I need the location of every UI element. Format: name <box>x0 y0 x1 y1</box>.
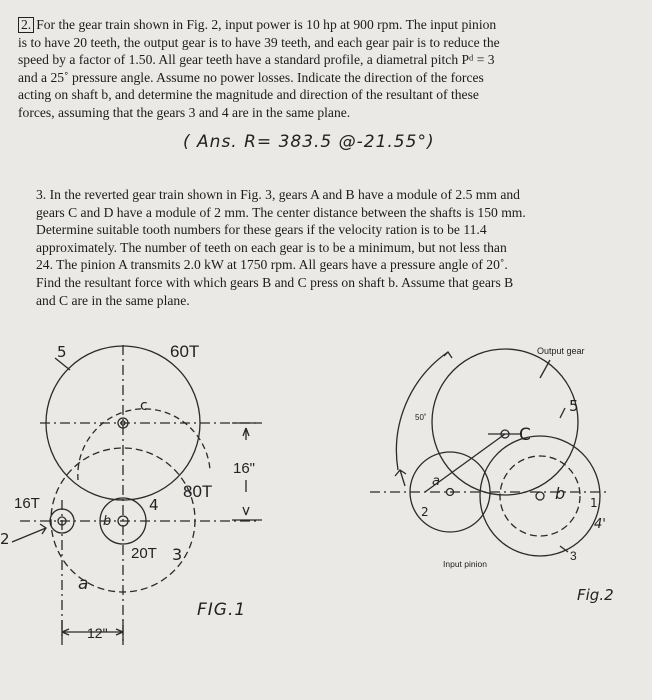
fig2-label-1: 1 <box>590 496 598 510</box>
fig1-label-2: 2 <box>0 530 10 548</box>
problem-2-line-3: speed by a factor of 1.50. All gear teeth have a standard profile, a diametral pitch Pᵈ = 3 <box>18 52 495 68</box>
gear-5-fig2-leader <box>560 408 565 418</box>
problem-3-line-1: 3. In the reverted gear train shown in Fig. 3, gears A and B have a module of 2.5 mm and <box>36 187 520 202</box>
fig1-label-60T: 60T <box>170 342 200 361</box>
output-gear-leader <box>540 360 550 378</box>
fig1-label-80T: 80T <box>183 482 213 501</box>
fig1-label-a: a <box>78 574 89 594</box>
fig2-input-pinion-label: Input pinion <box>443 559 487 569</box>
problem-3-line-6: Find the resultant force with which gears B and C press on shaft b. Assume that gears B <box>36 274 514 290</box>
fig2-label-3: 3 <box>570 549 577 563</box>
fig1-label-b: b <box>103 514 112 529</box>
problem-3-line-7: and C are in the same plane. <box>36 292 190 308</box>
gear-5-fig2-circle <box>480 436 600 556</box>
rotation-arrow <box>12 524 46 542</box>
problem-3-line-4: approximately. The number of teeth on each gear is to be a minimum, but not less than <box>36 239 507 255</box>
fig1-label-16T: 16T <box>14 495 40 512</box>
angle-arc-50 <box>396 352 448 470</box>
fig2-caption: Fig.2 <box>577 586 614 604</box>
problem-2-line-1: 2. For the gear train shown in Fig. 2, input power is 10 hp at 900 rpm. The input pinion <box>18 16 500 34</box>
shaft-b-hub-fig2 <box>536 492 544 500</box>
problem-2-line-4: and a 25˚ pressure angle. Assume no power losses. Indicate the direction of the forces <box>18 69 484 85</box>
handwritten-answer: ( Ans. R= 383.5 @-21.55°) <box>183 132 435 152</box>
fig2-label-a: a <box>432 474 440 489</box>
gear-2-rotation-arrow <box>395 470 406 486</box>
fig1-label-4: 4 <box>149 496 159 514</box>
problem-3-line-2: gears C and D have a module of 2 mm. The center distance between the shafts is 150 mm. <box>36 204 526 220</box>
gear-4-fig2-circle <box>500 456 580 536</box>
fig1-label-12in: 12" <box>87 625 108 641</box>
fig2-output-gear-label: Output gear <box>537 346 585 356</box>
problem-2-line-6: forces, assuming that the gears 3 and 4 are in the same plane. <box>18 104 351 120</box>
problem-3-line-3: Determine suitable tooth numbers for these gears if the velocity ration is to be 11.4 <box>36 222 487 238</box>
problem-2-number: 2. <box>18 17 34 33</box>
problem-3-line-5: 24. The pinion A transmits 2.0 kW at 1750 rpm. All gears have a pressure angle of 20˚. <box>36 257 508 273</box>
gear-4-circle <box>78 409 210 480</box>
problem-2-line-2: is to have 20 teeth, the output gear is to have 39 teeth, and each gear pair is to reduce the <box>18 34 500 50</box>
fig2-label-b: b <box>555 484 566 503</box>
fig1-label-5: 5 <box>57 343 67 361</box>
fig1-label-3: 3 <box>172 545 183 564</box>
problem-2-line-5: acting on shaft b, and determine the magnitude and direction of the resultant of these <box>18 87 479 103</box>
angle-arrow <box>444 352 452 358</box>
fig2-label-4: 4' <box>594 517 606 532</box>
fig2-label-C: C <box>519 425 531 445</box>
fig1-label-c: c <box>140 398 148 414</box>
fig1-label-16in: 16" <box>233 460 256 477</box>
fig2-label-50deg: 50˚ <box>415 413 427 422</box>
fig1-label-20T: 20T <box>131 545 157 562</box>
fig1-caption: FIG.1 <box>197 600 247 620</box>
fig2-label-2: 2 <box>421 505 429 519</box>
fig2-label-5: 5 <box>569 397 579 415</box>
output-gear-circle <box>432 349 578 495</box>
